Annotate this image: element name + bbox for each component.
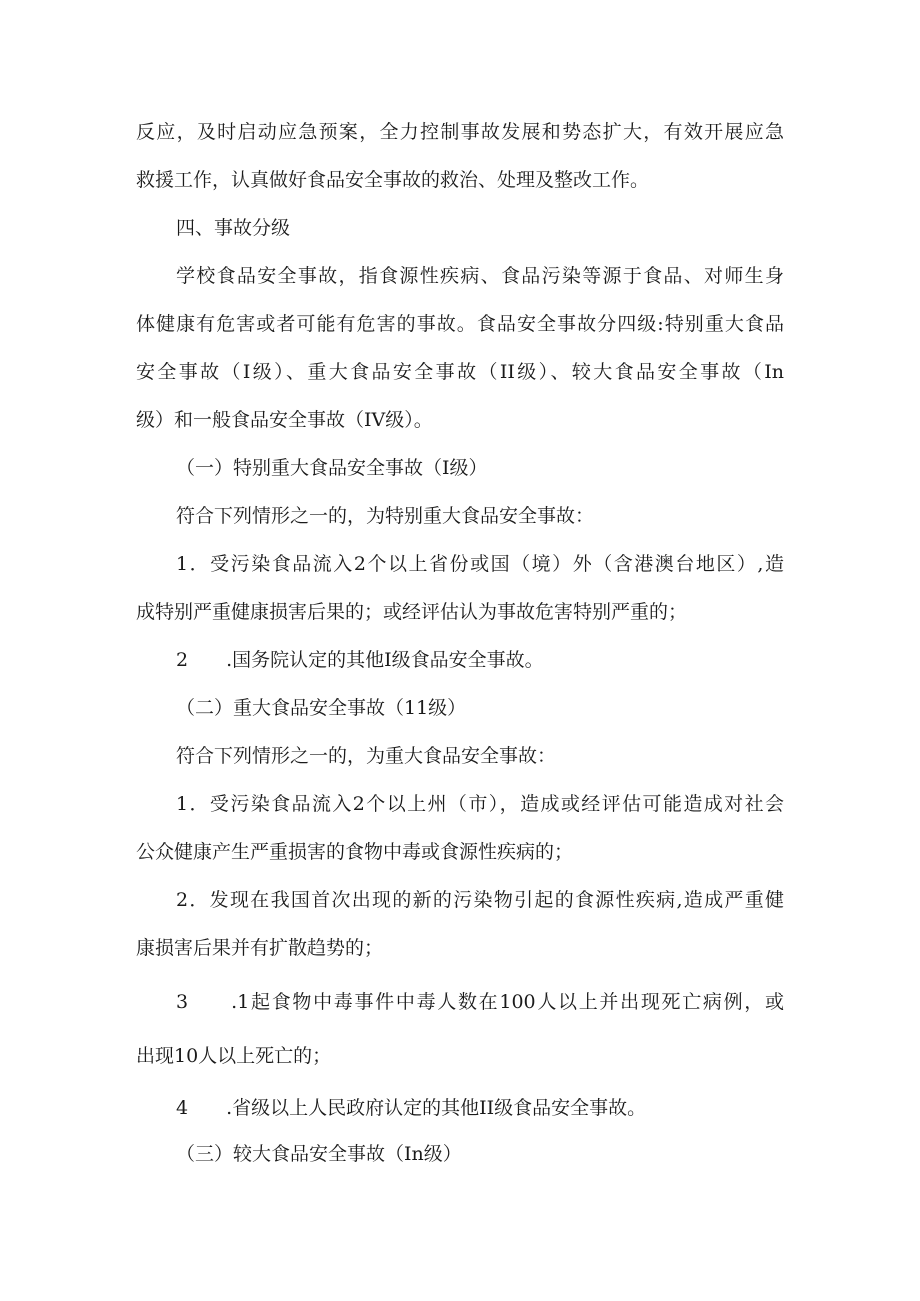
- paragraph-line: 反应，及时启动应急预案，全力控制事故发展和势态扩大，有效开展应急: [136, 121, 784, 143]
- list-item-line: 出现10人以上死亡的；: [136, 1045, 332, 1067]
- paragraph-line: 级）和一般食品安全事故（IV级）。: [136, 409, 433, 431]
- subsection-heading: （二）重大食品安全事故（11级）: [176, 697, 467, 719]
- list-item-line: 康损害后果并有扩散趋势的；: [136, 937, 384, 959]
- paragraph-line: 安全事故（I级）、重大食品安全事故（II级）、较大食品安全事故（In: [136, 361, 784, 383]
- paragraph-line: 体健康有危害或者可能有危害的事故。食品安全事故分四级:特别重大食品: [136, 313, 784, 335]
- list-item-line: 成特别严重健康损害后果的；或经评估认为事故危害特别严重的；: [136, 601, 688, 623]
- list-item-line: 公众健康产生严重损害的食物中毒或食源性疾病的；: [136, 841, 574, 863]
- paragraph-line: 学校食品安全事故，指食源性疾病、食品污染等源于食品、对师生身: [176, 265, 784, 287]
- paragraph-line: 符合下列情形之一的，为特别重大食品安全事故：: [176, 505, 595, 527]
- subsection-heading: （三）较大食品安全事故（In级）: [176, 1143, 462, 1165]
- list-item-line: 3 .1起食物中毒事件中毒人数在100人以上并出现死亡病例，或: [176, 991, 784, 1013]
- list-item-line: 1．受污染食品流入2个以上省份或国（境）外（含港澳台地区）,造: [176, 553, 784, 575]
- list-item-line: 1．受污染食品流入2个以上州（市），造成或经评估可能造成对社会: [176, 793, 784, 815]
- paragraph-line: 符合下列情形之一的，为重大食品安全事故：: [176, 745, 557, 767]
- list-item-line: 2．发现在我国首次出现的新的污染物引起的食源性疾病,造成严重健: [176, 889, 784, 911]
- list-item-line: 2 .国务院认定的其他I级食品安全事故。: [176, 649, 544, 671]
- subsection-heading: （一）特别重大食品安全事故（I级）: [176, 457, 488, 479]
- list-item-line: 4 .省级以上人民政府认定的其他II级食品安全事故。: [176, 1097, 647, 1119]
- section-heading: 四、事故分级: [176, 217, 291, 239]
- paragraph-line: 救援工作，认真做好食品安全事故的救治、处理及整改工作。: [136, 169, 650, 191]
